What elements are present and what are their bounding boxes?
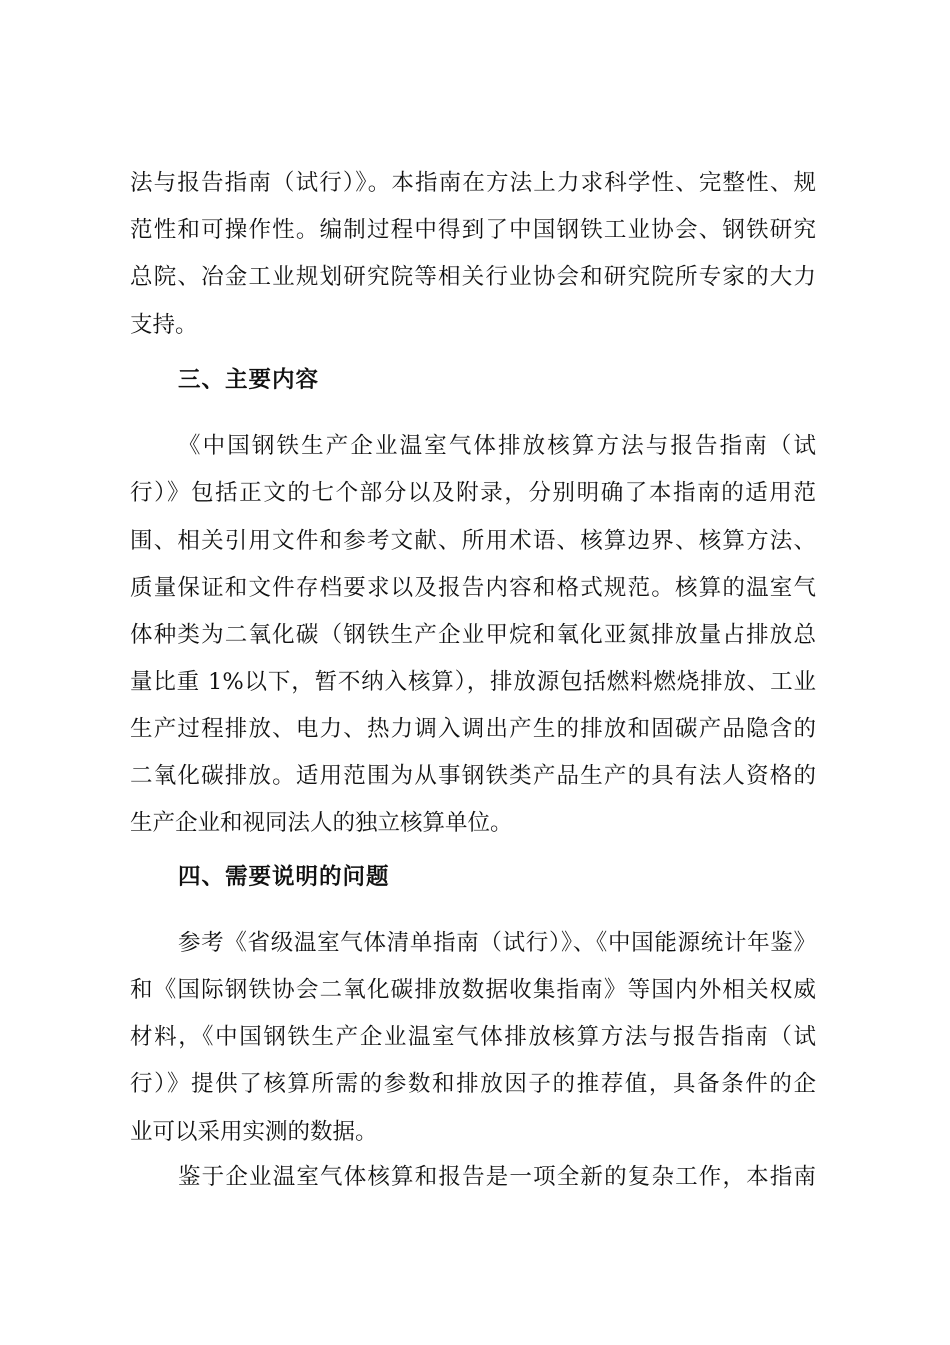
paragraph-line: 鉴于企业温室气体核算和报告是一项全新的复杂工作，本指南 [178, 1164, 816, 1190]
paragraph-line: 和《国际钢铁协会二氧化碳排放数据收集指南》等国内外相关权威 [130, 977, 816, 1003]
paragraph-line: 参考《省级温室气体清单指南（试行）》、《中国能源统计年鉴》 [178, 930, 816, 956]
paragraph-line: 量比重 1%以下，暂不纳入核算），排放源包括燃料燃烧排放、工业 [130, 669, 816, 695]
paragraph-line: 材料，《中国钢铁生产企业温室气体排放核算方法与报告指南（试 [130, 1024, 816, 1050]
paragraph-line: 《中国钢铁生产企业温室气体排放核算方法与报告指南（试 [178, 433, 816, 459]
paragraph-line: 生产过程排放、电力、热力调入调出产生的排放和固碳产品隐含的 [130, 716, 816, 742]
paragraph-line: 体种类为二氧化碳（钢铁生产企业甲烷和氧化亚氮排放量占排放总 [130, 622, 816, 648]
paragraph-line: 二氧化碳排放。适用范围为从事钢铁类产品生产的具有法人资格的 [130, 763, 816, 789]
paragraph-line: 围、相关引用文件和参考文献、所用术语、核算边界、核算方法、 [130, 528, 816, 554]
paragraph-line: 行）》包括正文的七个部分以及附录，分别明确了本指南的适用范 [130, 480, 816, 506]
section-heading-4: 四、需要说明的问题 [178, 864, 390, 890]
paragraph-line: 法与报告指南（试行）》。本指南在方法上力求科学性、完整性、规 [130, 170, 816, 196]
section-heading-3: 三、主要内容 [178, 367, 320, 393]
paragraph-line: 业可以采用实测的数据。 [130, 1119, 378, 1145]
paragraph-line: 支持。 [130, 312, 198, 338]
paragraph-line: 总院、冶金工业规划研究院等相关行业协会和研究院所专家的大力 [130, 264, 816, 290]
paragraph-line: 质量保证和文件存档要求以及报告内容和格式规范。核算的温室气 [130, 575, 816, 601]
paragraph-line: 生产企业和视同法人的独立核算单位。 [130, 810, 513, 836]
paragraph-line: 范性和可操作性。编制过程中得到了中国钢铁工业协会、钢铁研究 [130, 217, 816, 243]
paragraph-line: 行）》提供了核算所需的参数和排放因子的推荐值，具备条件的企 [130, 1071, 816, 1097]
